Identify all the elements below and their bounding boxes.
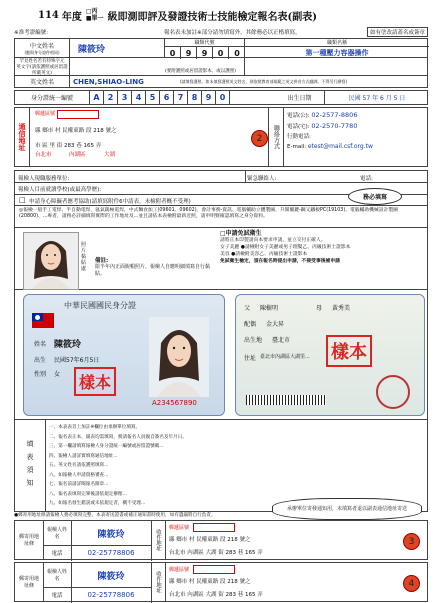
- cn-name-label: 中文姓名: [29, 42, 54, 50]
- checkbox-icon: □: [220, 230, 226, 237]
- english-name-field[interactable]: [73, 76, 144, 87]
- photo-section: [14, 228, 428, 290]
- mailing-section-label: 郵寄用地址條: [19, 576, 40, 589]
- accommodation-text: 申請身心障礙者應考協助(請填寫附件6中請表，未檢附者概不受理): [29, 199, 191, 205]
- id-back-spouse: 金大昇: [266, 321, 285, 328]
- mailing-address-line1: 縣 鄉市 村 民權東路 段 218 號之: [169, 579, 251, 585]
- mailing-address-line2: 台北市 內湖區 大湖 街 283 巷 165 弄: [169, 592, 263, 598]
- address-line1: 縣 鄉市 村 民權東路 段 218 號之: [35, 128, 117, 134]
- id-card-birth: 民國57年6月5日: [54, 357, 100, 364]
- mailing-address-label-cell: [151, 521, 166, 559]
- tel-night-row[interactable]: 電話(宅): 02-2570-7780: [287, 122, 358, 130]
- mailing-zip-label: 郵遞區號: [169, 525, 190, 531]
- zip-label: 郵遞區號: [35, 111, 56, 117]
- job-name-value[interactable]: 第一種壓力容器操作: [305, 49, 369, 57]
- mailing-address-label-cell: [151, 563, 166, 601]
- correction-note: 如有塗改請蓋名或簽章: [367, 27, 428, 37]
- notes-list: [49, 423, 425, 509]
- id-card-stamp: 樣本: [74, 367, 116, 396]
- mailing-name-label: 報檢人姓名: [47, 569, 68, 582]
- english-name-label: 英文姓名: [29, 79, 54, 86]
- id-card-number: A234567890: [152, 399, 197, 407]
- mailing-tel-label: 電話: [51, 593, 63, 599]
- id-back-birthplace: 臺北市: [272, 337, 291, 344]
- agency-label: 報檢人現職服務單位:: [18, 176, 70, 182]
- id-label: 身分證統一編號: [30, 95, 73, 102]
- title-text: 級即測即評及發證技術士技能檢定報名表(副表): [107, 11, 318, 23]
- address-badge: 2: [251, 130, 268, 147]
- address-label-cell: [15, 108, 30, 166]
- applicant-photo: [23, 232, 79, 290]
- notice-text: 報檢一般手工電焊、半自動電焊、氬氣鎢極電焊，中式麵食加工(09601、09602)、會計事務-資訊、電腦輔助立體製圖、升開覆鍵-鋼又鐵板PC(19103)、電腦輔助機械設計製圖(20800)、...專者，請務必詳細填寫實際的工作地址及...並且請依本表檢附最新近照，請申明暨確認填寫之身分資料。: [19, 208, 398, 219]
- must-fill-text: 務必填寫: [362, 194, 387, 201]
- id-digits: [90, 91, 230, 104]
- notes-label: 填表須知: [26, 439, 34, 492]
- id-digit[interactable]: 7: [174, 91, 188, 104]
- birth-label-cell: [275, 91, 325, 104]
- checkbox-icon[interactable]: □: [19, 196, 26, 204]
- cn-name-note: (應與身分證件相同): [24, 49, 60, 55]
- address-village: 大湖: [104, 152, 116, 158]
- mailing-name-label-cell: [43, 521, 72, 546]
- mailing-name-label-cell: [43, 563, 72, 588]
- note-item: 二、報名表正本、副表均需填寫，務請報名人員親自簽名及年月日。: [49, 434, 187, 440]
- mailing-address-label: 收件地址: [155, 571, 161, 593]
- id-back-birthplace-label: 出生地: [244, 337, 263, 344]
- note-item: 一、本表表首上加註※欄位由承辦單位填寫。: [49, 425, 141, 430]
- tel-day-row[interactable]: 電話(公): 02-2577-8806: [287, 111, 358, 119]
- mailing-zip-label: 郵遞區號: [169, 567, 190, 573]
- mailing-zip-boxes[interactable]: [193, 523, 235, 532]
- job-name-label: 職類名稱: [245, 39, 429, 47]
- notice-row: [14, 206, 428, 228]
- mailing-tel-label-cell: [43, 545, 72, 561]
- name-row: [14, 38, 428, 58]
- fee-waiver-title-row[interactable]: □申請免試衛生: [220, 230, 262, 237]
- mailing-tel-label-cell: [43, 587, 72, 603]
- id-portrait-image: [149, 317, 209, 397]
- mailing-address-field[interactable]: [165, 521, 427, 559]
- mailing-callout: [272, 498, 422, 520]
- id-digit[interactable]: 2: [104, 91, 118, 104]
- address-contact-block: [14, 107, 428, 167]
- photo-note-text: 限半年內正面脫帽照片，報檢人自應明細填寫自行黏貼。: [95, 264, 211, 277]
- mailing-address-line2: 台北市 內湖區 大湖 街 283 巷 165 弄: [169, 550, 263, 556]
- checkbox-icon: □: [85, 8, 92, 15]
- rare-name-label2: 英文字(請依護照或居留證所載英文): [16, 64, 68, 76]
- contact-fields: [287, 110, 427, 152]
- photo-label: 照片黏貼處: [81, 242, 87, 272]
- id-back-address-label: 住址: [244, 355, 257, 362]
- mailing-header-note: ●郵寄用地址條請報檢人務必填寫完整，本表寄送證書或補正通知書時使用，如有遺漏將自行負責。: [14, 513, 216, 518]
- level-options: [86, 8, 104, 22]
- emergency-label: 緊急聯絡人:: [247, 176, 277, 182]
- id-card-section: [14, 290, 428, 420]
- note-item: 九、如報名發生錯誤或未依規定者，概不受理...: [49, 501, 146, 506]
- id-back-mother-label: 母: [316, 305, 323, 312]
- job-code-label: 職類代號: [165, 39, 244, 47]
- id-back-address: 臺北市內湖區大湖里...: [260, 354, 310, 360]
- fee-waiver-line3: 美容 ●請檢附美容乙、丙級技術士證影本: [220, 252, 308, 257]
- barcode-icon: [246, 395, 326, 405]
- id-card-front: [23, 294, 225, 416]
- mailing-tel-field[interactable]: [71, 545, 152, 561]
- mailing-tel-value: 02-25778806: [87, 549, 135, 557]
- mailing-section-label-cell: [15, 521, 44, 559]
- education-label: 報檢人目前就讀學校(或最高學歷):: [18, 187, 102, 193]
- mailing-badge: 4: [403, 575, 420, 592]
- mailing-row: [14, 520, 428, 560]
- mailing-row: [14, 562, 428, 602]
- job-code-digit[interactable]: 0: [234, 48, 240, 58]
- id-back-mother: 黃秀美: [332, 305, 351, 312]
- mailing-badge: 3: [403, 533, 420, 550]
- mailing-name-value: 陳筱玲: [97, 529, 125, 540]
- rare-name-row: [14, 58, 428, 76]
- tel-day-value: 02-2577-8806: [311, 111, 358, 119]
- id-back-spouse-label: 配偶: [244, 321, 257, 328]
- fee-waiver-line1: 請將正本印製請向本要求申請，並立交付正確人。: [220, 238, 326, 243]
- job-code-digit[interactable]: 9: [197, 47, 213, 59]
- id-digit[interactable]: 0: [216, 91, 230, 104]
- note-item: 六、如報檢人申請資格審查...: [49, 472, 109, 478]
- mailing-tel-value: 02-25778806: [87, 591, 135, 599]
- job-code-digit[interactable]: 9: [181, 47, 197, 59]
- id-digit[interactable]: 6: [160, 91, 174, 104]
- rare-name-note: (要附護照或居留證影本，或以護照): [165, 69, 237, 74]
- id-row: [14, 90, 428, 105]
- birth-field[interactable]: [325, 91, 429, 104]
- agency-row: [14, 170, 428, 183]
- id-back-father-label: 父: [244, 305, 251, 312]
- id-digit[interactable]: A: [90, 91, 104, 104]
- mailing-zip-boxes[interactable]: [193, 565, 235, 574]
- contact-label: 聯絡方式: [272, 125, 280, 149]
- id-card-sex-label: 性別: [34, 371, 47, 378]
- level-option-dan[interactable]: ■單一: [85, 15, 104, 22]
- photo-note-title: 備註:: [95, 258, 109, 264]
- id-card-photo: [149, 317, 209, 397]
- id-card-header: 中華民國國民身分證: [64, 301, 136, 310]
- id-card-birth-label: 出生: [34, 357, 47, 364]
- fee-waiver-line4: 免試衛生檢定，須在報名時提出申請，不接受事後補申請: [220, 259, 340, 264]
- notes-label-cell: [15, 420, 46, 511]
- job-code-block: [165, 39, 245, 57]
- email-row[interactable]: E-mail: etest@mail.csf.org.tw: [287, 143, 373, 150]
- mailing-name-label: 報檢人姓名: [47, 527, 68, 540]
- level-option-bing[interactable]: □丙: [85, 8, 98, 15]
- flag-icon: [32, 313, 54, 328]
- job-code-digit[interactable]: 0: [165, 47, 181, 59]
- mailing-address-field[interactable]: [165, 563, 427, 601]
- notice-icon: ◎: [19, 208, 24, 213]
- subheader: [14, 27, 428, 37]
- id-digit[interactable]: 4: [132, 91, 146, 104]
- id-card-back: [235, 294, 425, 416]
- job-code-digit[interactable]: 0: [213, 47, 229, 59]
- id-card-sex: 女: [54, 371, 61, 378]
- mailing-tel-field[interactable]: [71, 587, 152, 603]
- cn-name-value: 陳筱玲: [78, 44, 106, 55]
- education-field[interactable]: [145, 183, 245, 194]
- id-digit[interactable]: 9: [202, 91, 216, 104]
- note-item: 五、英文姓名請依護照填寫...: [49, 463, 109, 468]
- mailing-section-label: 郵寄用地址條: [19, 534, 40, 547]
- mailing-tel-label: 電話: [51, 551, 63, 557]
- english-name-value: CHEN,SHIAO-LING: [73, 77, 144, 86]
- mailing-section-label-cell: [15, 563, 44, 601]
- english-name-row: [14, 76, 428, 88]
- fee-waiver-line2: 女子美麗 ●請檢附女子美麗或男子理髮乙、丙級技術士證影本: [220, 245, 351, 250]
- fee-waiver-box: [220, 230, 426, 288]
- address-city: 台北市: [35, 152, 52, 158]
- address-district: 內湖區: [69, 152, 86, 158]
- address-label: 通信地址: [18, 123, 26, 151]
- ticket-number-label: ※准考證編號:: [14, 30, 48, 36]
- note-item: 七、報名前請詳閱報名簡章...: [49, 482, 109, 487]
- rare-name-label-cell: [15, 58, 70, 75]
- birth-value: 民國 57 年 6 月 5 日: [348, 95, 406, 102]
- english-name-label-cell: [15, 76, 70, 87]
- accommodation-row: [14, 195, 428, 206]
- fill-instruction: 報名表未加註※部分請勿填寫外，其餘務必以正楷填寫，: [164, 30, 301, 36]
- id-back-father: 陳樹明: [260, 305, 279, 312]
- mailing-name-field[interactable]: [71, 563, 152, 588]
- mobile-row[interactable]: 行動電話:: [287, 134, 311, 140]
- rare-name-label: 罕見姓名若有特殊字元: [19, 58, 65, 64]
- english-name-note: (請填寫護照、如未填寫護照英文姓名，則依照教育部規範之英文拼音方式翻譯，不得另行繕寫): [180, 79, 348, 84]
- job-name-block: [245, 39, 429, 57]
- note-item: 四、報檢人請詳實填寫通信地址...: [49, 453, 118, 459]
- seal-icon: [376, 375, 410, 409]
- birth-label: 出生日期: [287, 95, 312, 102]
- mailing-name-value: 陳筱玲: [97, 571, 125, 582]
- form-title: [38, 6, 418, 24]
- address-line2: 市 區 里 街 283 巷 165 弄: [35, 143, 102, 149]
- contact-label-cell: [269, 108, 284, 166]
- id-back-stamp: 樣本: [326, 335, 372, 367]
- mailing-callout-text: 承辦單位寄發通知用，未填寫者退以副表通信地址寄送: [286, 505, 407, 512]
- mailing-name-field[interactable]: [71, 521, 152, 546]
- note-item: 八、報名表填寫完畢後請依規定辦理...: [49, 491, 127, 497]
- mailing-address-line1: 縣 鄉市 村 民權東路 段 218 號之: [169, 537, 251, 543]
- email-value: etest@mail.csf.org.tw: [307, 143, 373, 150]
- address-field[interactable]: [29, 108, 269, 166]
- title-year: 114: [38, 9, 59, 21]
- tel-night-value: 02-2570-7780: [311, 122, 358, 130]
- title-year-suffix: 年度: [61, 11, 82, 23]
- portrait-image: [24, 233, 78, 289]
- zip-boxes[interactable]: [57, 110, 99, 119]
- mailing-address-label: 收件地址: [155, 529, 161, 551]
- cn-name-field[interactable]: [70, 39, 165, 57]
- id-card-name-label: 姓名: [34, 341, 47, 348]
- id-digit[interactable]: 3: [118, 91, 132, 104]
- note-item: 三、第一欄請填寫報檢人身分證統一編號或居留證號碼...: [49, 444, 164, 449]
- cn-name-label-cell: [15, 39, 70, 57]
- emergency-tel-label: 電話:: [360, 176, 373, 182]
- id-card-name: 陳筱玲: [54, 340, 82, 350]
- id-digit[interactable]: 8: [188, 91, 202, 104]
- checkbox-filled-icon: ■: [85, 15, 92, 22]
- id-digit[interactable]: 5: [146, 91, 160, 104]
- id-label-cell: [15, 91, 90, 104]
- agency-field[interactable]: [115, 171, 246, 182]
